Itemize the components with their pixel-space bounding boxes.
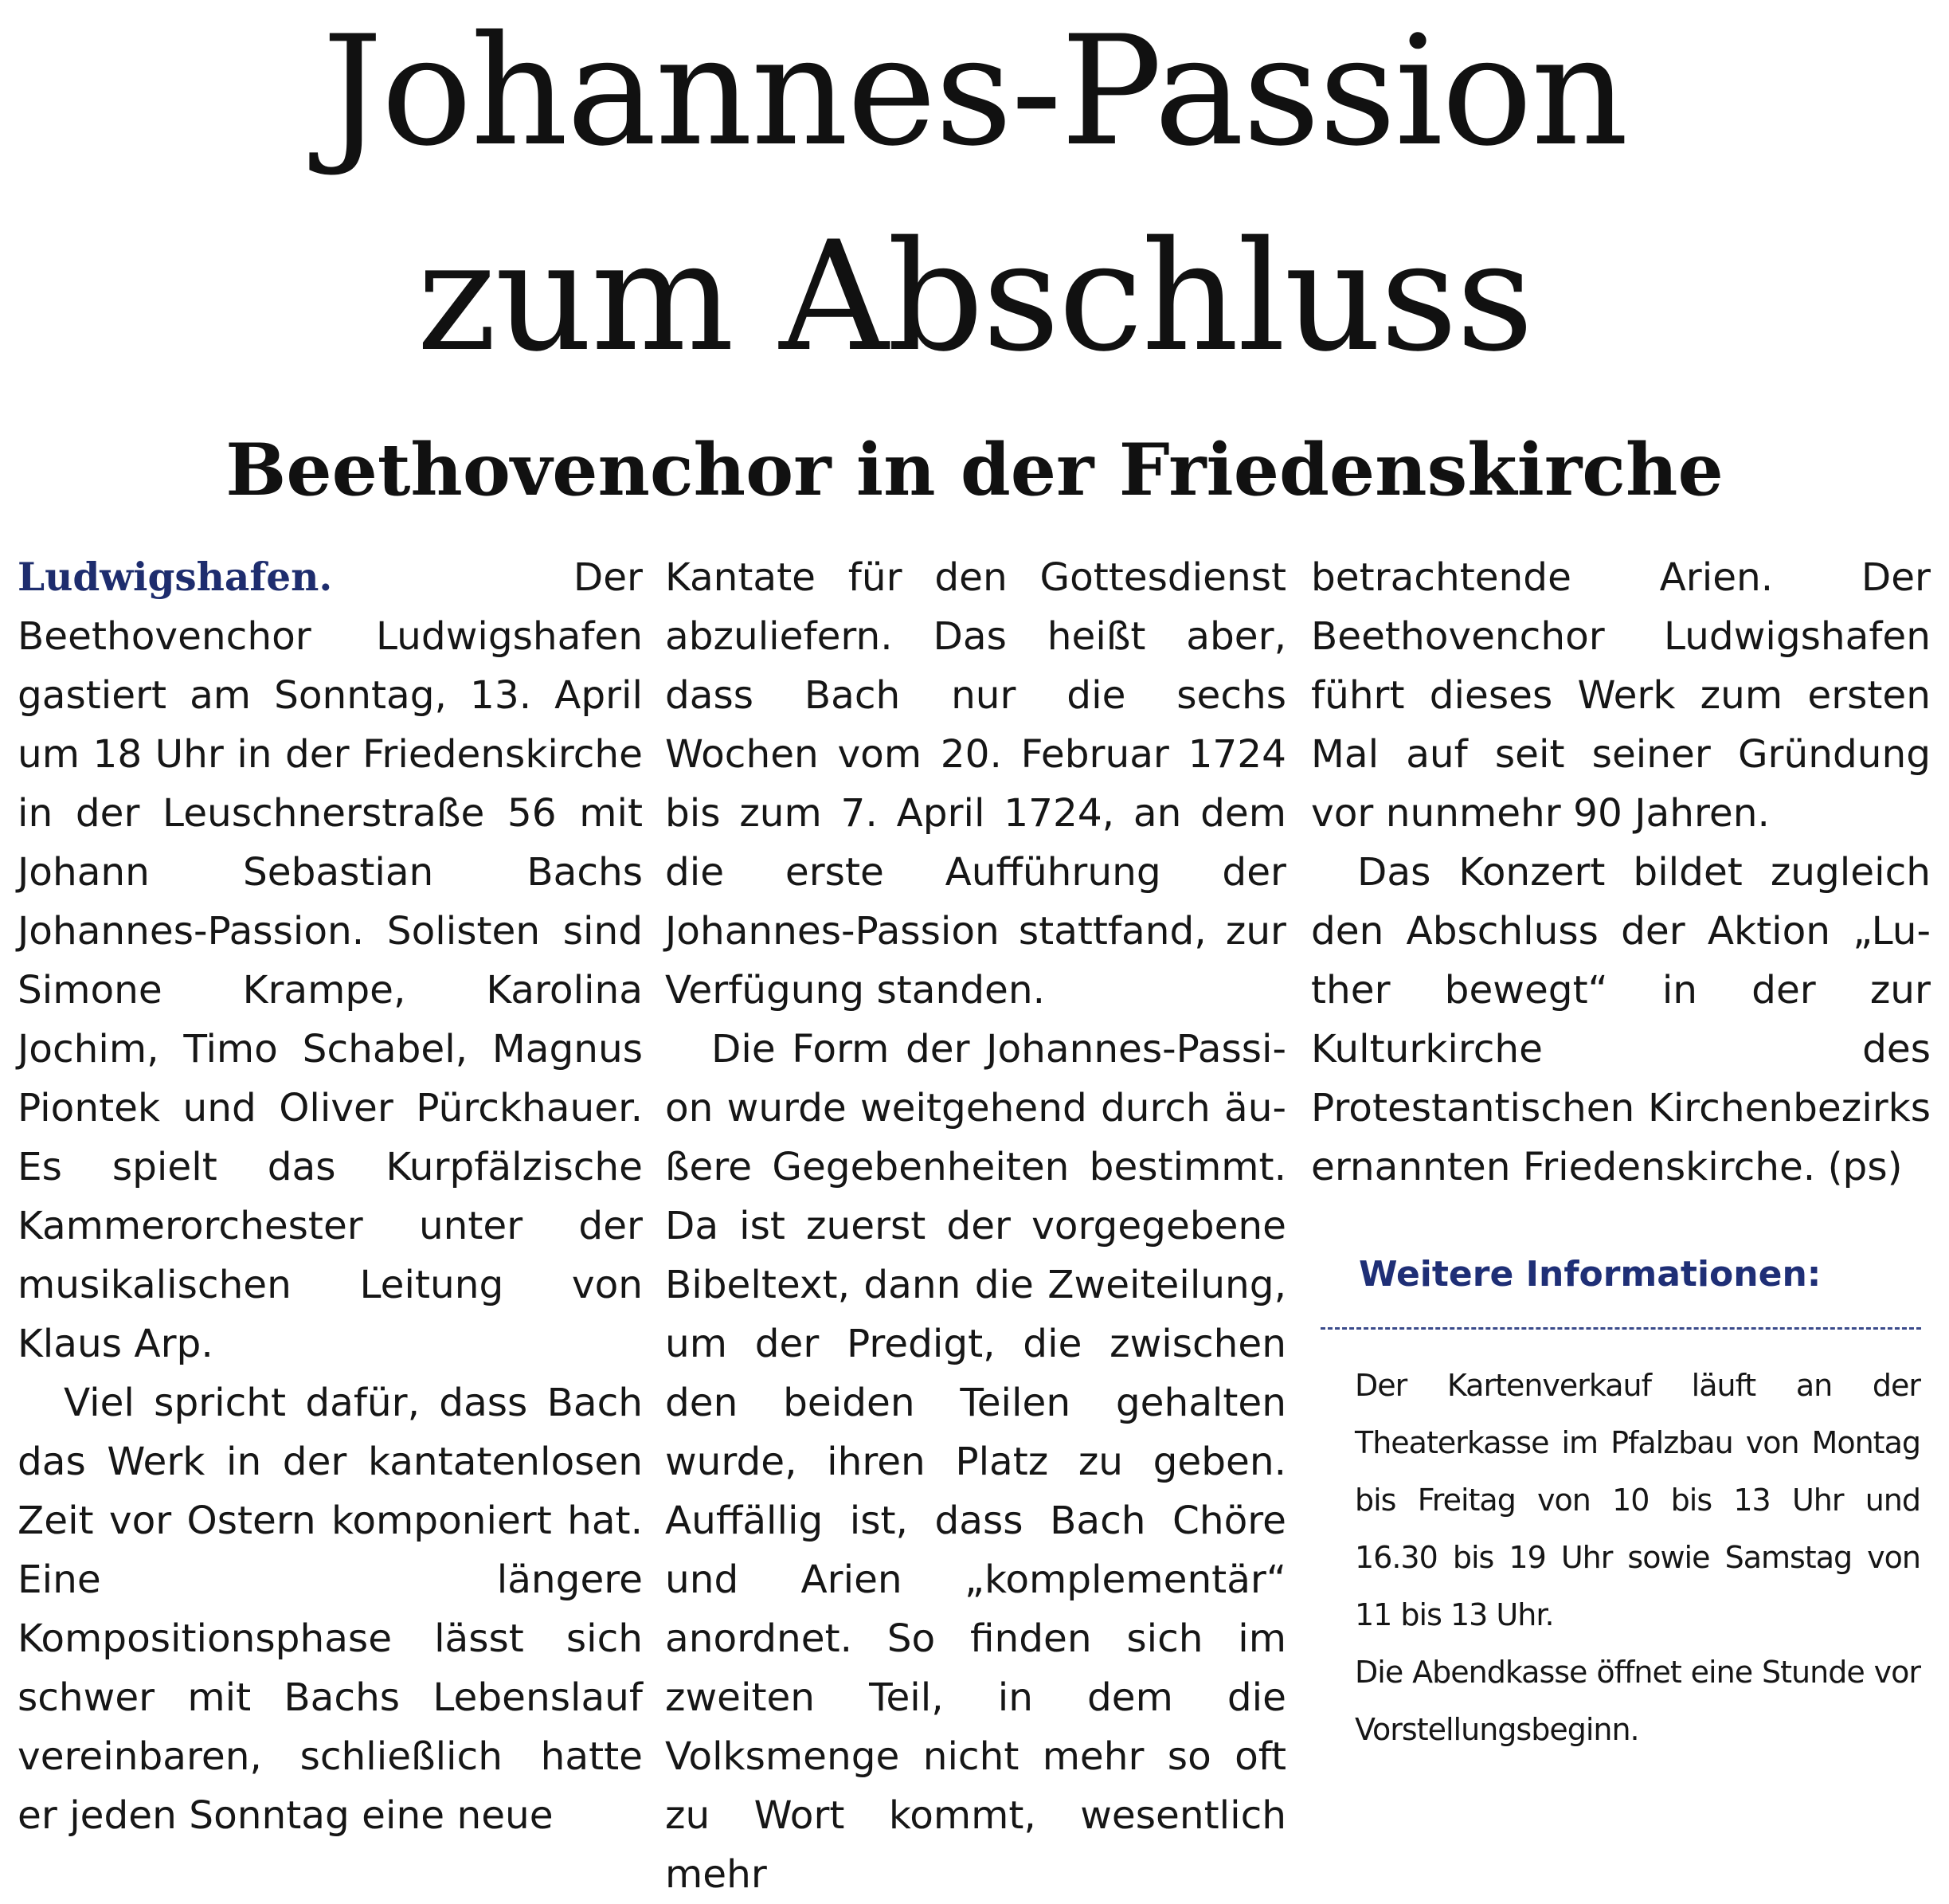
- article-paragraph: Viel spricht dafür, dass Bach das Werk in der kantatenlosen Zeit vor Ostern komponiert hat. Eine längere Kompositionsphase lässt sich schwer mit Bachs Lebenslauf vereinbaren, schließlich hatte er jeden Sonntag eine neue: [18, 1381, 643, 1838]
- article-column-1: [18, 548, 643, 1845]
- info-box: [1311, 1251, 1931, 1758]
- info-paragraph: Der Kartenverkauf läuft an der Theaterkasse im Pfalzbau von Montag bis Freitag von 10 bis 13 Uhr und 16.30 bis 19 Uhr sowie Samstag von 11 bis 13 Uhr.: [1355, 1368, 1920, 1632]
- info-box-divider: [1321, 1327, 1921, 1330]
- dateline: Ludwigshafen.: [18, 554, 333, 600]
- article-paragraph: Kantate für den Gottesdienst abzuliefern. Das heißt aber, dass Bach nur die sechs Wochen vom 20. Februar 1724 bis zum 7. April 1724, an dem die erste Aufführung der Johannes-Passion stattfand, zur Verfügung standen.: [665, 555, 1286, 1013]
- headline-line-1: Johannes-Passion: [322, 3, 1627, 179]
- subheadline: Beethovenchor in der Friedenskirche: [225, 428, 1724, 512]
- article-paragraph: Das Konzert bildet zugleich den Abschluss der Aktion „Luther bewegt“ in der zur Kulturkirche des Protestantischen Kirchenbezirks ernannten Friedenskirche. (ps): [1311, 850, 1931, 1189]
- article-column-3: [1311, 548, 1931, 1197]
- article-column-2: [665, 548, 1286, 1904]
- article-paragraph: betrachtende Arien. Der Beethovenchor Ludwigshafen führt dieses Werk zum ersten Mal auf seit seiner Gründung vor nunmehr 90 Jahren.: [1311, 555, 1931, 836]
- info-paragraph: Die Abendkasse öffnet eine Stunde vor Vorstellungsbeginn.: [1355, 1655, 1920, 1747]
- info-box-body: [1355, 1357, 1920, 1758]
- article-paragraph: [18, 548, 643, 1373]
- paragraph-text: Der Beethovenchor Ludwigshafen gastiert am Sonntag, 13. April um 18 Uhr in der Friedenskirche in der Leuschnerstraße 56 mit Johann Sebastian Bachs Johannes-Passion. Solisten sind Simone Krampe, Karolina Jochim, Timo Schabel, Magnus Piontek und Oliver Pürckhauer. Es spielt das Kurpfälzische Kammerorchester unter der musikalischen Leitung von Klaus Arp.: [18, 555, 643, 1366]
- headline-line-2: zum Abschluss: [417, 209, 1532, 385]
- info-box-title: Weitere Informationen:: [1359, 1254, 1822, 1295]
- article-paragraph: Die Form der Johannes-Passion wurde weitgehend durch äußere Gegebenheiten bestimmt. Da ist zuerst der vorgegebene Bibeltext, dann die Zweiteilung, um der Predigt, die zwischen den beiden Teilen gehalten wurde, ihren Platz zu geben. Auffällig ist, dass Bach Chöre und Arien „komplementär“ anordnet. So finden sich im zweiten Teil, in dem die Volksmenge nicht mehr so oft zu Wort kommt, wesentlich mehr: [665, 1027, 1286, 1897]
